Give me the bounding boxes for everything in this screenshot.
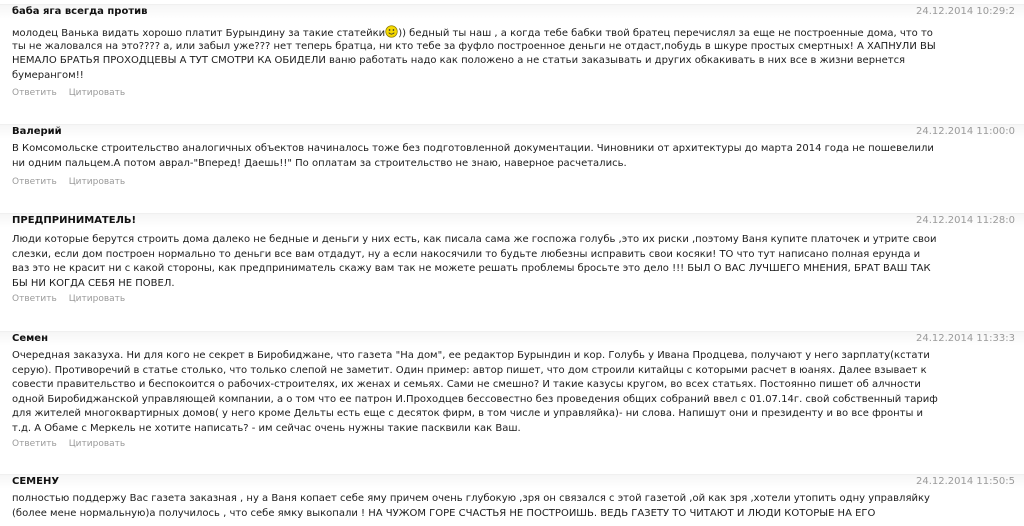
comment-header	[0, 213, 1024, 228]
comment-date: 24.12.2014 11:50:5	[916, 476, 1015, 487]
comment	[0, 124, 1024, 187]
comment-author: Валерий	[12, 126, 62, 137]
comment-text	[12, 233, 1024, 291]
comment-actions	[12, 293, 134, 305]
comment-author: Семен	[12, 333, 48, 344]
comment-line: Люди которые берутся строить дома далеко не бедные и деньги у них есть, как писала сама же госпожа голубь ,это их риски ,поэтому Ваня купите платочек и утрите свои	[12, 234, 937, 245]
comment-header	[0, 124, 1024, 139]
comment-line: т.д. А Обаме с Меркель не хотите написать? - им сейчас очень нужны такие пасквили как Ваш.	[12, 422, 521, 434]
comment-actions	[12, 176, 134, 188]
comment-line: слезки, если дом построен нормально то деньги все вам отдадут, ну а если накосячили то будьте любезны исправить свои косяки! ТО что тут написано полная ерунда и	[12, 248, 921, 260]
comment-line: (более мене нормальную)а получилось , что себе ямку выкопали ! НА ЧУЖОМ ГОРЕ СЧАСТЬЯ НЕ ПОСТРОИШЬ. ВЕДЬ ГАЗЕТУ ТО ЧИТАЮТ И ЛЮДИ КОТОРЫЕ НА ЕГО	[12, 507, 876, 519]
smiley-icon	[385, 25, 398, 38]
comment-line: НЕМАЛО БРАТЬЯ ПРОХОДЦЕВЫ А ТУТ СМОТРИ КА ОБИДЕЛИ ваню работать надо как положено а не статьи заказывать и других обкакивать в них все в жизни вернется	[12, 55, 906, 66]
reply-link[interactable]: Ответить	[12, 294, 57, 304]
comment	[0, 4, 1024, 98]
comment-date: 24.12.2014 10:29:2	[916, 6, 1015, 17]
comment-date: 24.12.2014 11:00:0	[916, 126, 1015, 137]
comment-text	[12, 492, 1024, 521]
comment-header	[0, 4, 1024, 19]
comment-actions	[12, 438, 134, 450]
comment-line: серую). Противоречий в статье столько, что только слепой не заметит. Один пример: автор пишет, что дом строили китайцы с которыми расчет в юанях. Далее взывает к	[12, 364, 927, 376]
comment	[0, 331, 1024, 449]
comment-line: молодец Ванька видать хорошо платит Бурындину за такие статейки )) бедный ты наш , а когда тебе бабки твой братец перечислял за еще не построенные дома, что то	[12, 25, 1024, 40]
comment-text	[12, 349, 1024, 436]
reply-link[interactable]: Ответить	[12, 439, 57, 449]
comment-line: полностью поддержу Вас газета заказная , ну а Ваня копает себе яму причем очень глубокую ,зря он связался с этой газетой ,ой как зря ,хотели утопить одну управляйку	[12, 493, 930, 504]
comment-line: для жителей многоквартирных домов( у него кроме Дельты есть еще с десяток фирм, в том числе и управляйка)- ни слова. Напишут они и президенту и во все фронты и	[12, 408, 924, 419]
comment-header	[0, 474, 1024, 489]
comment-line: Очередная заказуха. Ни для кого не секрет в Биробиджане, что газета "На дом", ее редактор Бурындин и кор. Голубь у Ивана Продцева, получают у него зарплату(кстати	[12, 350, 930, 361]
comment-header	[0, 331, 1024, 346]
comment-line: БЫ НИ КОГДА СЕБЯ НЕ ПОВЕЛ.	[12, 277, 175, 289]
comment-line: бумерангом!!	[12, 69, 84, 81]
reply-link[interactable]: Ответить	[12, 88, 57, 98]
comment-line: ни одним пальцем.А потом аврал-"Вперед! Даешь!!" По оплатам за строительство не знаю, наверное расчетались.	[12, 157, 627, 169]
comment-text	[12, 25, 1024, 83]
comment-date: 24.12.2014 11:33:3	[916, 333, 1015, 344]
comment-date: 24.12.2014 11:28:0	[916, 215, 1015, 226]
comment-line: ваз это не красит ни с какой стороны, как предприниматель скажу вам так не можете решать проблемы бросьте это дело !!! БЫЛ О ВАС ЛУЧШЕГО МНЕНИЯ, БРАТ ВАШ ТАК	[12, 263, 931, 274]
quote-link[interactable]: Цитировать	[68, 88, 126, 98]
quote-link[interactable]: Цитировать	[68, 439, 126, 449]
quote-link[interactable]: Цитировать	[68, 177, 126, 187]
comment-author: баба яга всегда против	[12, 6, 148, 17]
comment	[0, 474, 1024, 519]
comment-line: ты не жаловался на это???? а, или забыл уже??? нет теперь братца, ни кто тебе за фуфло построенное деньги не отдаст,побудь в шкуре простых смертных! А ХАПНУЛИ ВЫ	[12, 40, 936, 52]
comment-text	[12, 142, 1024, 171]
quote-link[interactable]: Цитировать	[68, 294, 126, 304]
comment	[0, 213, 1024, 304]
comment-author: СЕМЕНУ	[12, 476, 60, 487]
comment-line: одной Биробиджанской управляющей компании, а о том что ее патрон И.Проходцев бессовестно без проведения общих собраний ввел с 01.07.14г. свой собственный тариф	[12, 393, 938, 405]
comment-line: совести правительство и беспокоится о рабочих-строителях, их женах и семьях. Сами не смешно? И такие казусы кругом, во всех статьях. Постоянно пишет об алчности	[12, 379, 921, 390]
comment-actions	[12, 87, 134, 99]
comment-author: ПРЕДПРИНИМАТЕЛЬ!	[12, 215, 137, 226]
reply-link[interactable]: Ответить	[12, 177, 57, 187]
comment-line: В Комсомольске строительство аналогичных объектов начиналось тоже без подготовленной документации. Чиновники от архитектуры до марта 2014 года не пошевелили	[12, 143, 934, 154]
